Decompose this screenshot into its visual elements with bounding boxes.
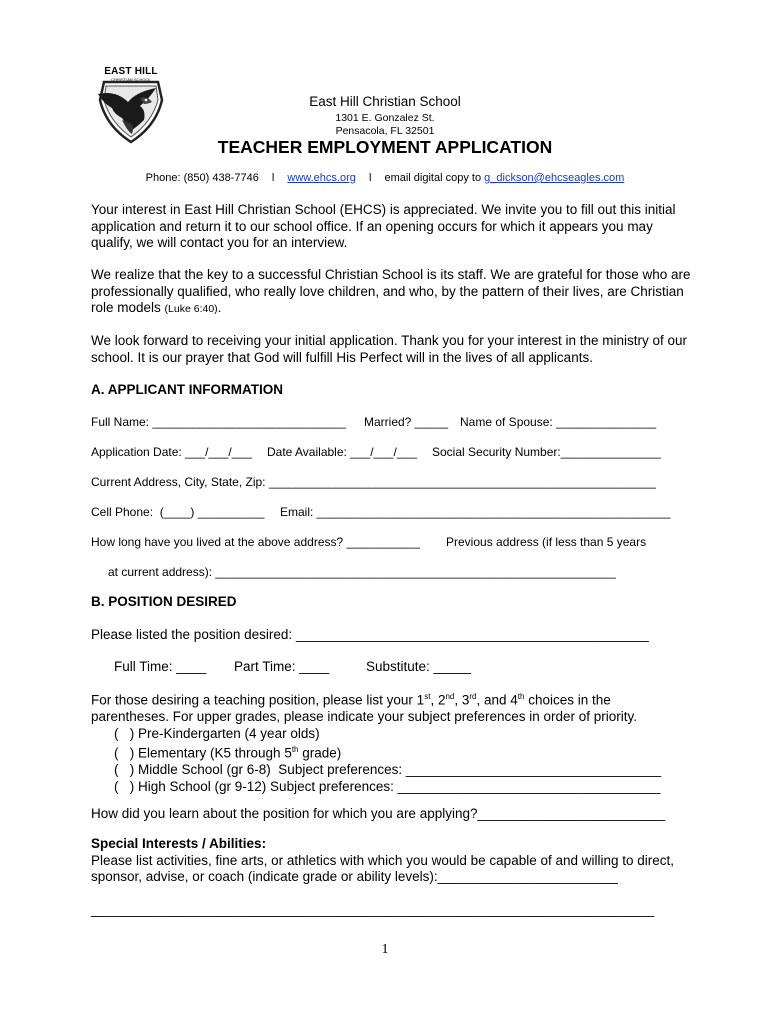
special-interests-heading: Special Interests / Abilities: — [91, 836, 267, 851]
page-title: TEACHER EMPLOYMENT APPLICATION — [217, 137, 553, 157]
application-date-field[interactable]: Application Date: ___/___/___ — [91, 445, 252, 459]
ssn-field[interactable]: Social Security Number:_______________ — [432, 445, 661, 459]
ordinal-sup: rd — [469, 692, 477, 701]
choices-intro-text: , and 4 — [476, 692, 518, 708]
email-field[interactable]: Email: _____________________________________________________ — [280, 505, 671, 519]
website-link[interactable]: www.ehcs.org — [287, 172, 356, 184]
choices-instructions — [91, 689, 691, 726]
substitute-field[interactable]: Substitute: _____ — [366, 659, 472, 674]
answer-line[interactable]: ___________________________________________________________________________ — [91, 902, 655, 917]
ordinal-sup: th — [291, 745, 299, 755]
previous-address-label: Previous address (if less than 5 years — [446, 535, 647, 549]
logo-subtitle: CHRISTIAN SCHOOL — [111, 77, 151, 82]
previous-address-field[interactable]: at current address): ____________________________________________________________ — [108, 565, 616, 579]
special-interests-field[interactable]: Please list activities, fine arts, or athletics with which you would be capable of and willing to direct, sponsor, advise, or coach (indicate grade or ability levels):________________________ — [91, 852, 675, 884]
date-available-field[interactable]: Date Available: ___/___/___ — [267, 445, 417, 459]
choice-prek[interactable]: ( ) Pre-Kindergarten (4 year olds) — [114, 725, 320, 741]
choices-intro-text: , 2 — [430, 692, 446, 708]
part-time-field[interactable]: Part Time: ____ — [234, 659, 330, 674]
contact-line — [0, 172, 770, 184]
section-b-heading: B. POSITION DESIRED — [91, 594, 237, 609]
choice-elementary[interactable] — [91, 742, 691, 762]
email-link[interactable]: g_dickson@ehcseagles.com — [484, 172, 625, 184]
current-address-field[interactable]: Current Address, City, State, Zip: __________________________________________________________ — [91, 475, 656, 489]
ordinal-sup: th — [517, 692, 525, 701]
address-line-2: Pensacola, FL 32501 — [335, 125, 435, 137]
page-number: 1 — [381, 942, 389, 957]
ordinal-sup: nd — [445, 692, 455, 701]
cell-phone-field[interactable]: Cell Phone: (____) __________ — [91, 505, 265, 519]
intro-paragraph-2 — [91, 267, 691, 318]
logo-name: EAST HILL — [104, 66, 158, 77]
choice-high-school[interactable]: ( ) High School (gr 9-12) Subject preferences: ___________________________________ — [114, 778, 661, 794]
choice-middle-school[interactable]: ( ) Middle School (gr 6-8) Subject preferences: __________________________________ — [114, 762, 662, 778]
ordinal-sup: st — [424, 692, 431, 701]
separator: l — [368, 172, 372, 184]
special-interests — [91, 836, 691, 886]
full-name-field[interactable]: Full Name: _____________________________ — [91, 415, 346, 429]
email-prefix: email digital copy to — [384, 172, 482, 184]
intro-paragraph-2-text: We realize that the key to a successful Christian School is its staff. We are grateful for those who are professionally qualified, who really love children, and who, by the pattern of their lives, are Christian role models — [91, 267, 691, 315]
married-field[interactable]: Married? _____ — [364, 415, 449, 429]
intro-paragraph-3: We look forward to receiving your initial application. Thank you for your interest in the ministry of our school. It is our prayer that God will fulfill His Perfect will in the lives of all applicants. — [91, 333, 688, 365]
intro-paragraph-1: Your interest in East Hill Christian School (EHCS) is appreciated. We invite you to fill out this initial application and return it to our school office. If an opening occurs for which it appears you may qualify, we will contact you for an interview. — [91, 202, 676, 250]
position-desired-field[interactable]: Please listed the position desired: _______________________________________________ — [91, 627, 649, 642]
section-a-heading: A. APPLICANT INFORMATION — [91, 382, 283, 397]
choices-intro-text: choices in the parentheses. For upper grades, please indicate your subject preferences in order of priority. — [91, 692, 638, 725]
teaching-choices — [91, 689, 691, 796]
years-at-address-field[interactable]: How long have you lived at the above address? ___________ — [91, 535, 420, 549]
choice-elementary-text: grade) — [298, 745, 342, 761]
school-name: East Hill Christian School — [309, 94, 461, 109]
intro-paragraph-2-end: . — [217, 300, 222, 315]
how-learned-field[interactable]: How did you learn about the position for which you are applying?_________________________ — [91, 806, 666, 821]
address-line-1: 1301 E. Gonzalez St. — [335, 112, 435, 124]
full-time-field[interactable]: Full Time: ____ — [114, 659, 207, 674]
choices-intro-text: , 3 — [454, 692, 470, 708]
choices-intro-text: For those desiring a teaching position, please list your 1 — [91, 692, 425, 708]
separator: l — [271, 172, 275, 184]
phone-text: Phone: (850) 438-7746 — [145, 172, 259, 184]
choice-elementary-text: ( ) Elementary (K5 through 5 — [114, 745, 292, 761]
scripture-reference: (Luke 6:40) — [164, 303, 218, 315]
spouse-name-field[interactable]: Name of Spouse: _______________ — [460, 415, 657, 429]
